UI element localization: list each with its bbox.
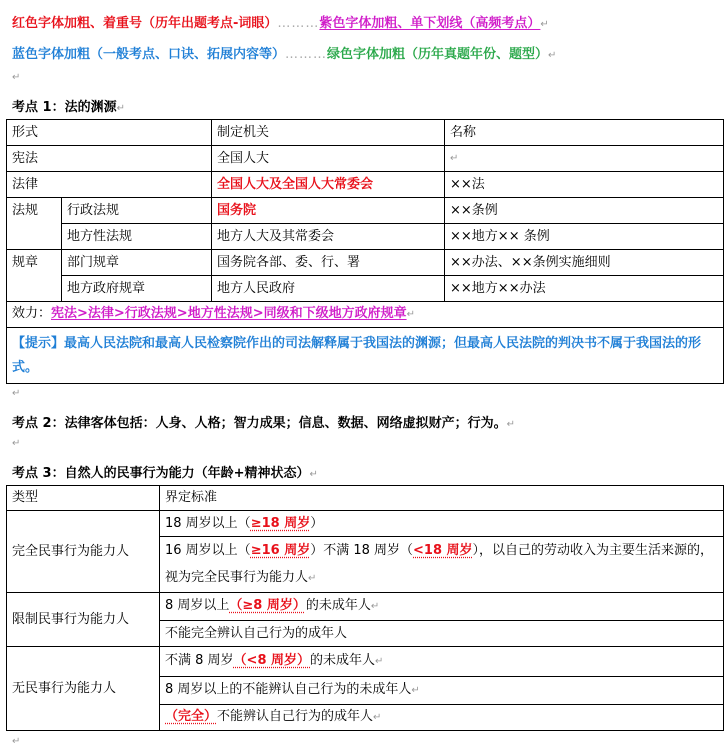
table-header-row xyxy=(7,120,724,146)
legend-dots: ……… xyxy=(285,47,328,62)
criteria-cell: 不满 8 周岁（<8 周岁）的未成年人↵ xyxy=(160,647,724,677)
header-type: 类型 xyxy=(7,486,160,511)
cell-form: 宪法 xyxy=(7,146,212,172)
civil-capacity-table xyxy=(6,485,724,731)
effect-row xyxy=(7,302,724,328)
table-row xyxy=(7,146,724,172)
table-row xyxy=(7,224,724,250)
cell-authority: 地方人民政府 xyxy=(212,276,445,302)
cell-name: ××地方××办法 xyxy=(445,276,724,302)
criteria-cell: 8 周岁以上的不能辨认自己行为的未成年人↵ xyxy=(160,677,724,705)
table-row xyxy=(7,511,724,537)
table-row xyxy=(7,250,724,276)
cell-authority: 国务院各部、委、行、署 xyxy=(212,250,445,276)
type-full-capacity: 完全民事行为能力人 xyxy=(7,511,160,593)
paragraph-mark-icon: ↵ xyxy=(406,309,415,320)
tip-label: 【提示】 xyxy=(12,335,65,351)
criteria-cell: 18 周岁以上（≥18 周岁） xyxy=(160,511,724,537)
header-form: 形式 xyxy=(7,120,212,146)
effect-cell xyxy=(7,302,724,328)
criteria-cell: （完全）不能辨认自己行为的成年人↵ xyxy=(160,705,724,731)
legend-line-2 xyxy=(12,43,556,62)
paragraph-mark-icon: ↵ xyxy=(540,19,549,30)
table-row xyxy=(7,276,724,302)
legend-green-text: 绿色字体加粗（历年真题年份、题型） xyxy=(327,47,549,62)
paragraph-mark-icon: ↵ xyxy=(12,388,21,399)
paragraph-mark-icon: ↵ xyxy=(548,50,557,61)
cell-authority: 全国人大 xyxy=(212,146,445,172)
cell-group-regulation: 法规 xyxy=(7,198,62,250)
cell-name: ××办法、××条例实施细则 xyxy=(445,250,724,276)
legend-line-1 xyxy=(12,12,549,31)
paragraph-mark-icon: ↵ xyxy=(375,656,384,667)
cell-form: 行政法规 xyxy=(62,198,212,224)
section-2-heading: 考点 2：法律客体包括：人身、人格；智力成果；信息、数据、网络虚拟财产；行为。↵ xyxy=(12,416,515,431)
tip-cell xyxy=(7,328,724,384)
type-no-capacity: 无民事行为能力人 xyxy=(7,647,160,731)
paragraph-mark-icon: ↵ xyxy=(12,438,21,449)
tip-text: 最高人民法院和最高人民检察院作出的司法解释属于我国法的渊源；但最高人民法院的判决书不属于我国法的形式。 xyxy=(12,335,702,375)
tip-row xyxy=(7,328,724,384)
paragraph-mark-icon: ↵ xyxy=(12,736,21,747)
header-name: 名称 xyxy=(445,120,724,146)
table-row xyxy=(7,198,724,224)
paragraph-mark-icon: ↵ xyxy=(116,103,125,114)
paragraph-mark-icon: ↵ xyxy=(411,685,420,696)
cell-name: ××条例 xyxy=(445,198,724,224)
paragraph-mark-icon: ↵ xyxy=(370,601,380,612)
cell-form: 地方性法规 xyxy=(62,224,212,250)
paragraph-mark-icon: ↵ xyxy=(308,573,317,584)
type-limited-capacity: 限制民事行为能力人 xyxy=(7,593,160,647)
table-header-row xyxy=(7,486,724,511)
effect-hierarchy: 宪法>法律>行政法规>地方性法规>同级和下级地方政府规章 xyxy=(51,306,407,321)
criteria-cell: 不能完全辨认自己行为的成年人 xyxy=(160,621,724,647)
legend-red-text: 红色字体加粗、着重号（历年出题考点-词眼） xyxy=(12,16,278,31)
paragraph-mark-icon: ↵ xyxy=(373,712,382,723)
table-row xyxy=(7,647,724,677)
cell-name: ××法 xyxy=(445,172,724,198)
cell-group-rule: 规章 xyxy=(7,250,62,302)
legend-magenta-text: 紫色字体加粗、单下划线（高频考点） xyxy=(319,16,541,31)
cell-name: ××地方×× 条例 xyxy=(445,224,724,250)
section-3-heading: 考点 3：自然人的民事行为能力（年龄+精神状态）↵ xyxy=(12,466,318,481)
cell-name xyxy=(445,146,724,172)
table-row xyxy=(7,172,724,198)
cell-form: 法律 xyxy=(7,172,212,198)
criteria-cell: 8 周岁以上（≥8 周岁）的未成年人↵ xyxy=(160,593,724,621)
legend-dots: ……… xyxy=(277,16,320,31)
criteria-cell: 16 周岁以上（≥16 周岁）不满 18 周岁（<18 周岁），以自己的劳动收入为主要生活来源的，视为完全民事行为能力人↵ xyxy=(160,537,724,593)
cell-form: 地方政府规章 xyxy=(62,276,212,302)
paragraph-mark-icon: ↵ xyxy=(309,469,318,480)
cell-authority: 地方人大及其常委会 xyxy=(212,224,445,250)
law-sources-table xyxy=(6,119,724,384)
paragraph-mark-icon: ↵ xyxy=(506,419,515,430)
section-1-heading: 考点 1：法的渊源↵ xyxy=(12,100,125,115)
paragraph-mark-icon: ↵ xyxy=(450,153,459,164)
table-row xyxy=(7,593,724,621)
header-criteria: 界定标准 xyxy=(160,486,724,511)
effect-label: 效力： xyxy=(12,306,52,321)
cell-authority: 全国人大及全国人大常委会 xyxy=(212,172,445,198)
paragraph-mark-icon: ↵ xyxy=(12,72,21,83)
header-authority: 制定机关 xyxy=(212,120,445,146)
cell-authority: 国务院 xyxy=(212,198,445,224)
cell-form: 部门规章 xyxy=(62,250,212,276)
legend-blue-text: 蓝色字体加粗（一般考点、口诀、拓展内容等） xyxy=(12,47,286,62)
